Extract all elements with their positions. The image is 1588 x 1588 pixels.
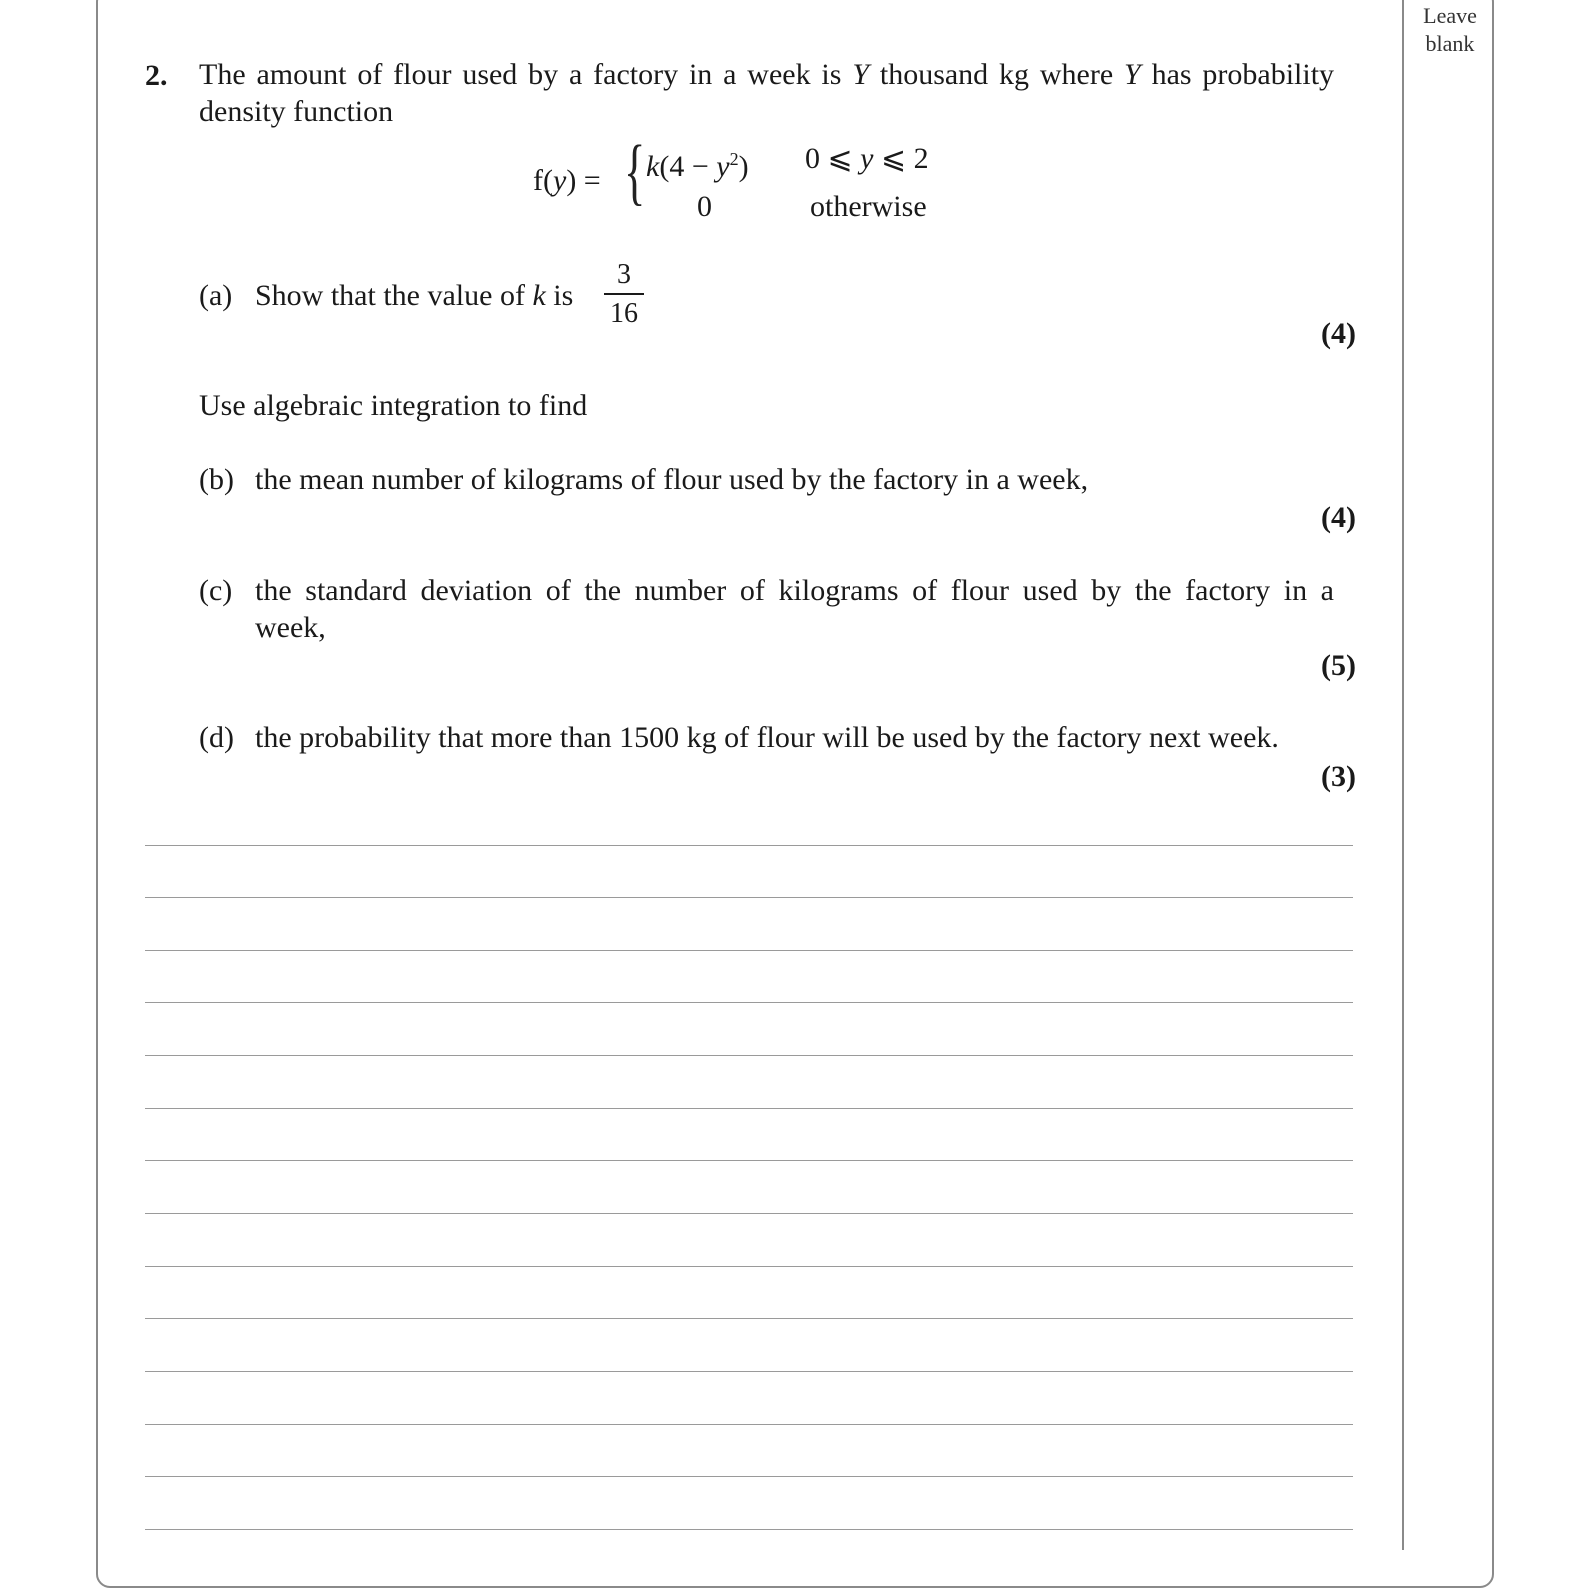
answer-line[interactable] [145,897,1353,898]
answer-line[interactable] [145,1371,1353,1372]
part-c-text-line2: week, [255,611,326,644]
answer-line[interactable] [145,1476,1353,1477]
answer-line[interactable] [145,845,1353,846]
part-c-text-line1: the standard deviation of the number of kilograms of flour used by the factory in a [255,574,1334,607]
variable-y: Y [1124,58,1141,91]
fraction-denominator: 16 [610,298,638,329]
formula-case1-expression: $k(4 - y^2)$ [646,149,749,183]
answer-line[interactable] [145,1108,1353,1109]
part-d-label: (d) [199,721,234,754]
formula-brace: { [624,131,646,213]
formula-case2-value: 0 [697,190,712,223]
instruction-text: Use algebraic integration to find [199,389,588,422]
intro-text-2: thousand kg where [879,58,1114,91]
part-d-text: the probability that more than 1500 kg of flour will be used by the factory next week. [255,721,1279,754]
part-b-label: (b) [199,463,234,496]
answer-line[interactable] [145,1529,1353,1530]
part-a-text: Show that the value of k is [255,279,574,312]
answer-line[interactable] [145,1424,1353,1425]
variable-k: k [532,279,546,312]
leave-blank-line1: Leave [1423,3,1477,28]
margin-divider [1402,0,1404,1550]
part-a-label: (a) [199,279,233,312]
question-intro-line2: density function [199,95,394,128]
question-intro-line1 [199,57,1334,93]
intro-text-1: The amount of flour used by a factory in a week is [199,58,842,91]
part-c-label: (c) [199,574,233,607]
fraction-numerator: 3 [617,259,631,290]
part-b-text: the mean number of kilograms of flour used by the factory in a week, [255,463,1089,496]
intro-text-3: has probability [1151,58,1335,91]
answer-line[interactable] [145,1160,1353,1161]
part-b-marks: (4) [1321,501,1356,534]
part-a-marks: (4) [1321,317,1356,350]
leave-blank-line2: blank [1425,31,1475,56]
fraction-3-16 [604,257,644,333]
leave-blank-label [1412,2,1488,58]
answer-line[interactable] [145,1055,1353,1056]
part-d-marks: (3) [1321,760,1356,793]
formula-case2-condition: otherwise [810,190,927,223]
answer-line[interactable] [145,1213,1353,1214]
answer-line[interactable] [145,950,1353,951]
question-number: 2. [145,59,168,92]
formula-case1-condition: 0 ⩽ y ⩽ 2 [805,142,929,175]
answer-line[interactable] [145,1266,1353,1267]
answer-line[interactable] [145,1318,1353,1319]
answer-line[interactable] [145,1002,1353,1003]
part-c-marks: (5) [1321,649,1356,682]
formula-lhs: f(y) = [533,164,601,197]
variable-y: Y [852,58,869,91]
